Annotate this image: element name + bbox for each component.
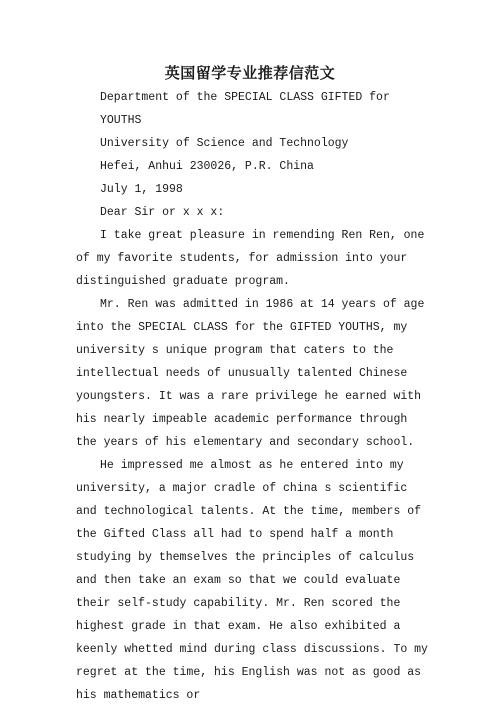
document-title: 英国留学专业推荐信范文	[164, 64, 336, 82]
address-line: Hefei, Anhui 230026, P.R. China	[100, 160, 314, 173]
salutation: Dear Sir or x x x:	[100, 206, 225, 219]
department-line: Department of the SPECIAL CLASS GIFTED for YOUTHS	[100, 91, 390, 127]
paragraph-impression: He impressed me almost as he entered into my university, a major cradle of china s scientific and technological talents. At the time, members of the Gifted Class all had to spend half a month studying by themselves the principles of calculus and then take an exam so that we could evaluate their self-study capability. Mr. Ren scored the highest grade in that exam. He also exhibited a keenly whetted mind during class discussions. To my regret at the time, his English was not as good as his mathematics or	[76, 459, 428, 702]
date-line: July 1, 1998	[100, 183, 183, 196]
university-line: University of Science and Technology	[100, 137, 349, 150]
paragraph-admission: Mr. Ren was admitted in 1986 at 14 years of age into the SPECIAL CLASS for the GIFTED YOUTHS, my university s unique program that caters to the intellectual needs of unusually talented Chinese youngsters. It was a rare privilege he earned with his nearly impeable academic performance through the years of his elementary and secondary school.	[76, 298, 425, 449]
letter-body	[76, 86, 430, 707]
paragraph-intro: I take great pleasure in remending Ren Ren, one of my favorite students, for admission into your distinguished graduate program.	[76, 229, 425, 288]
